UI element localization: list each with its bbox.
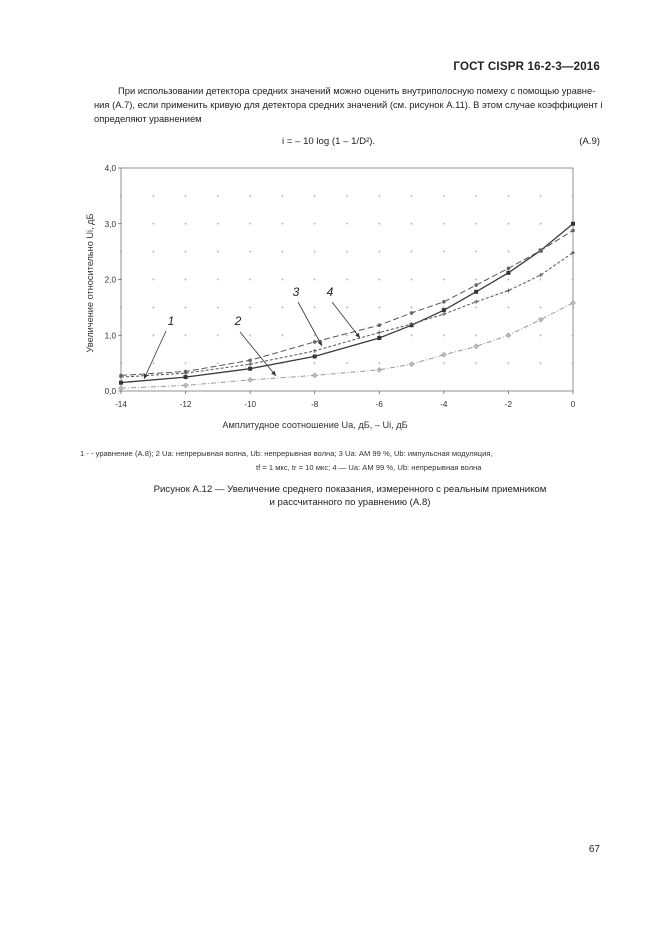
y-tick-label: 0,0 [104,387,116,396]
grid-dot [314,278,316,280]
legend-line-2: tf = 1 мкс, tr = 10 мкс; 4 — Ua: АМ 99 %, Ub: непрерывная волна [256,463,482,472]
series-point-1 [506,271,510,275]
grid-dot [540,278,542,280]
grid-dot [152,362,154,364]
grid-dot [346,278,348,280]
grid-dot [475,195,477,197]
chart-grid [120,195,574,365]
series-point-2 [377,367,382,372]
grid-dot [314,306,316,308]
curve-labels [144,285,360,379]
series-line-4 [121,253,573,377]
grid-dot [540,334,542,336]
y-tick-label: 4,0 [104,164,116,173]
grid-dot [281,195,283,197]
series-point-2 [570,300,575,305]
grid-dot [378,306,380,308]
grid-dot [314,195,316,197]
grid-dot [475,250,477,252]
series-point-3 [571,229,575,233]
figure-legend [80,447,600,475]
series-point-4 [506,289,510,293]
grid-dot [346,250,348,252]
grid-dot [378,278,380,280]
grid-dot [540,306,542,308]
curve-leader-line [144,331,166,379]
series-point-1 [184,375,188,379]
series-point-3 [377,323,381,327]
grid-dot [281,250,283,252]
grid-dot [281,223,283,225]
series-point-1 [442,308,446,312]
grid-dot [443,278,445,280]
grid-dot [217,223,219,225]
grid-dot [443,334,445,336]
grid-dot [540,223,542,225]
series-point-1 [248,367,252,371]
document-header: ГОСТ CISPR 16-2-3—2016 [453,61,600,73]
grid-dot [507,278,509,280]
grid-dot [217,250,219,252]
grid-dot [249,250,251,252]
grid-dot [475,223,477,225]
grid-dot [314,362,316,364]
grid-dot [475,362,477,364]
grid-dot [281,306,283,308]
grid-dot [410,195,412,197]
grid-dot [378,223,380,225]
formula-number: (А.9) [579,136,600,147]
series-point-4 [474,300,478,304]
arrowhead [355,333,360,338]
grid-dot [540,362,542,364]
series-point-3 [410,311,414,315]
grid-dot [410,306,412,308]
page-number: 67 [588,844,600,855]
grid-dot [184,195,186,197]
series-point-3 [248,359,252,363]
grid-dot [217,278,219,280]
legend-line-1: 1 - - уравнение (А.8); 2 Ua: непрерывная волна, Ub: непрерывная волна; 3 Ua: АМ 99 %, Ub: импульсная модуляция, [80,449,493,458]
paragraph-line-3: определяют уравнением [94,113,202,125]
grid-dot [346,334,348,336]
series-point-2 [441,352,446,357]
grid-dot [475,306,477,308]
grid-dot [346,195,348,197]
grid-dot [443,223,445,225]
grid-dot [217,334,219,336]
grid-dot [346,306,348,308]
series-point-4 [313,349,317,353]
grid-dot [152,306,154,308]
series-line-1 [121,224,573,383]
grid-dot [378,195,380,197]
series-point-1 [377,336,381,340]
grid-dot [475,334,477,336]
grid-dot [507,250,509,252]
formula: i = – 10 log (1 – 1/D²). [282,136,376,147]
grid-dot [281,334,283,336]
x-tick-label: -2 [504,400,513,409]
figure-chart [0,0,661,440]
grid-dot [346,362,348,364]
grid-dot [378,250,380,252]
series-point-3 [442,300,446,304]
series-point-2 [409,362,414,367]
grid-dot [410,278,412,280]
grid-dot [281,278,283,280]
grid-dot [443,195,445,197]
grid-dot [378,362,380,364]
grid-dot [249,306,251,308]
grid-dot [217,362,219,364]
grid-dot [184,278,186,280]
grid-dot [314,223,316,225]
series-point-4 [442,312,446,316]
grid-dot [346,223,348,225]
series-point-2 [183,383,188,388]
y-axis-label: Увеличение относительно Ui, дБ [85,213,95,353]
x-axis-label: Амплитудное соотношение Ua, дБ, – Ui, дБ [222,420,408,430]
grid-dot [217,306,219,308]
grid-dot [475,278,477,280]
grid-dot [184,362,186,364]
grid-dot [152,278,154,280]
figure-caption [90,483,610,509]
series-point-2 [474,344,479,349]
series-point-2 [312,373,317,378]
grid-dot [507,306,509,308]
grid-dot [249,223,251,225]
paragraph-line-2: ния (А.7), если применить кривую для детектора средних значений (см. рисунок А.11). В этом случае коэффициент i [94,99,603,111]
grid-dot [152,223,154,225]
x-tick-label: -6 [375,400,383,409]
series-point-2 [506,333,511,338]
series-point-2 [538,317,543,322]
curve-label-1: 1 [167,314,175,328]
grid-dot [184,250,186,252]
x-tick-label: 0 [570,400,576,409]
curve-label-2: 2 [234,314,242,328]
curve-label-3: 3 [292,285,300,299]
series-point-3 [474,283,478,287]
grid-dot [217,195,219,197]
grid-dot [184,223,186,225]
series-point-3 [539,249,543,253]
y-tick-label: 1,0 [104,331,116,341]
series-point-1 [571,222,575,226]
curve-label-4: 4 [326,285,334,299]
series-line-2 [121,303,573,388]
grid-dot [410,223,412,225]
grid-dot [152,334,154,336]
grid-dot [152,250,154,252]
series-point-2 [248,377,253,382]
series-point-1 [119,381,123,385]
grid-dot [507,362,509,364]
grid-dot [314,250,316,252]
caption-line-2: и рассчитанного по уравнению (А.8) [269,497,431,508]
y-tick-label: 2,0 [104,275,116,285]
grid-dot [410,250,412,252]
series-point-3 [507,267,511,271]
grid-dot [443,362,445,364]
curve-leader-line [298,302,322,346]
grid-dot [507,195,509,197]
paragraph-line-1: При использовании детектора средних значений можно оценить внутриполосную помеху с помощью уравне- [118,85,596,96]
grid-dot [410,334,412,336]
grid-dot [443,250,445,252]
grid-dot [249,195,251,197]
series-point-2 [118,386,123,391]
x-tick-label: -12 [179,400,192,409]
series-point-3 [313,340,317,344]
grid-dot [184,306,186,308]
series-point-4 [248,362,252,366]
series-point-1 [313,354,317,358]
grid-dot [249,334,251,336]
series-point-1 [474,290,478,294]
x-tick-label: -8 [311,400,319,409]
series-point-4 [377,330,381,334]
x-tick-label: -10 [244,400,257,409]
caption-line-1: Рисунок А.12 — Увеличение среднего показания, измеренного с реальным приемником [153,484,547,495]
x-tick-label: -4 [440,400,448,409]
grid-dot [540,195,542,197]
grid-dot [152,195,154,197]
grid-dot [507,223,509,225]
grid-dot [184,334,186,336]
grid-dot [249,278,251,280]
x-tick-label: -14 [115,400,127,409]
y-tick-label: 3,0 [104,219,116,229]
